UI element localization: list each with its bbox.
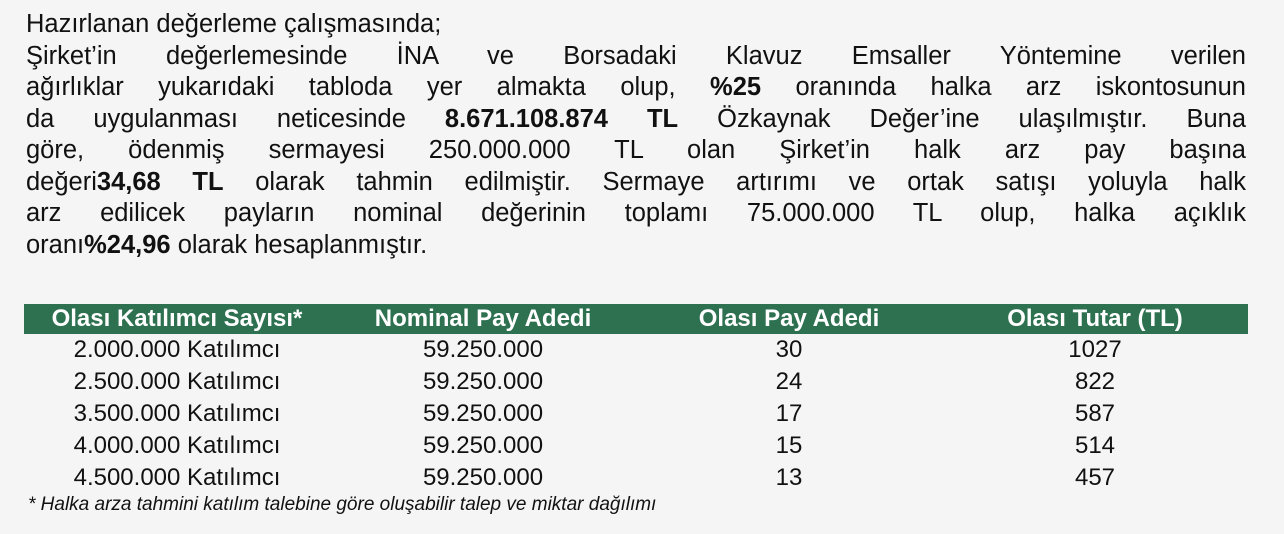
paragraph-line: Şirket’in değerlemesinde İNA ve Borsadaki Klavuz Emsaller Yöntemine verilen	[26, 41, 1246, 70]
paragraph-text: oranı	[26, 230, 85, 259]
column-header: Nominal Pay Adedi	[374, 305, 592, 332]
paragraph-text: olarak hesaplanmıştır.	[170, 230, 428, 259]
table-row	[24, 430, 1248, 462]
paragraph-text: değeri	[26, 167, 97, 196]
share-value: 34,68 TL	[96, 167, 224, 196]
paragraph-text: ağırlıklar yukarıdaki tabloda yer almakta olup,	[26, 73, 711, 101]
paragraph-line	[26, 104, 1246, 136]
paragraph-line: göre, ödenmiş sermayesi 250.000.000 TL olan Şirket’in halk arz pay başına	[26, 136, 1246, 164]
table-cell: 3.500.000 Katılımcı	[73, 400, 281, 427]
table-row	[24, 334, 1248, 366]
table-cell: 59.250.000	[422, 400, 544, 427]
float-ratio: %24,96	[84, 230, 171, 259]
table-row	[24, 398, 1248, 430]
table-cell: 59.250.000	[422, 336, 544, 363]
table-row	[24, 462, 1248, 494]
discount-rate: %25	[710, 73, 762, 101]
table-cell: 514	[1074, 432, 1116, 459]
table-cell: 2.500.000 Katılımcı	[73, 368, 281, 395]
table-cell: 30	[775, 336, 803, 363]
table-header-row	[24, 304, 1248, 334]
table-cell: 587	[1074, 400, 1116, 427]
table-cell: 13	[775, 464, 803, 491]
table-footnote: * Halka arza tahmini katılım talebine göre oluşabilir talep ve miktar dağılımı	[28, 494, 657, 515]
paragraph-text: oranında halka arz iskontosunun	[761, 73, 1246, 101]
paragraph-text: da uygulanması neticesinde	[26, 104, 445, 133]
table-cell: 59.250.000	[422, 432, 544, 459]
column-header: Olası Katılımcı Sayısı*	[51, 305, 303, 332]
table-row	[24, 366, 1248, 398]
table-cell: 4.500.000 Katılımcı	[73, 464, 281, 491]
table-cell: 4.000.000 Katılımcı	[73, 432, 281, 459]
column-header: Olası Pay Adedi	[698, 305, 880, 332]
table-cell: 17	[775, 400, 803, 427]
paragraph-line	[26, 230, 1246, 262]
table-cell: 1027	[1068, 336, 1122, 363]
paragraph-line	[26, 167, 1246, 199]
paragraph-text: Özkaynak Değer’ine ulaşılmıştır. Buna	[678, 104, 1247, 133]
valuation-paragraph	[26, 9, 1246, 261]
paragraph-line	[26, 72, 1246, 104]
table-cell: 59.250.000	[422, 368, 544, 395]
table-cell: 822	[1074, 368, 1116, 395]
table-cell: 2.000.000 Katılımcı	[73, 336, 281, 363]
paragraph-text: olarak tahmin edilmiştir. Sermaye artırımı ve ortak satışı yoluyla halk	[223, 167, 1246, 196]
table-cell: 15	[775, 432, 803, 459]
paragraph-heading: Hazırlanan değerleme çalışmasında;	[26, 10, 442, 38]
paragraph-line: arz edilicek payların nominal değerinin toplamı 75.000.000 TL olup, halka açıklık	[26, 199, 1246, 227]
equity-value: 8.671.108.874 TL	[444, 104, 679, 133]
table-cell: 59.250.000	[422, 464, 544, 491]
column-header: Olası Tutar (TL)	[1007, 305, 1183, 332]
table-cell: 457	[1074, 464, 1116, 491]
table-cell: 24	[775, 368, 803, 395]
participant-distribution-table	[24, 304, 1248, 494]
